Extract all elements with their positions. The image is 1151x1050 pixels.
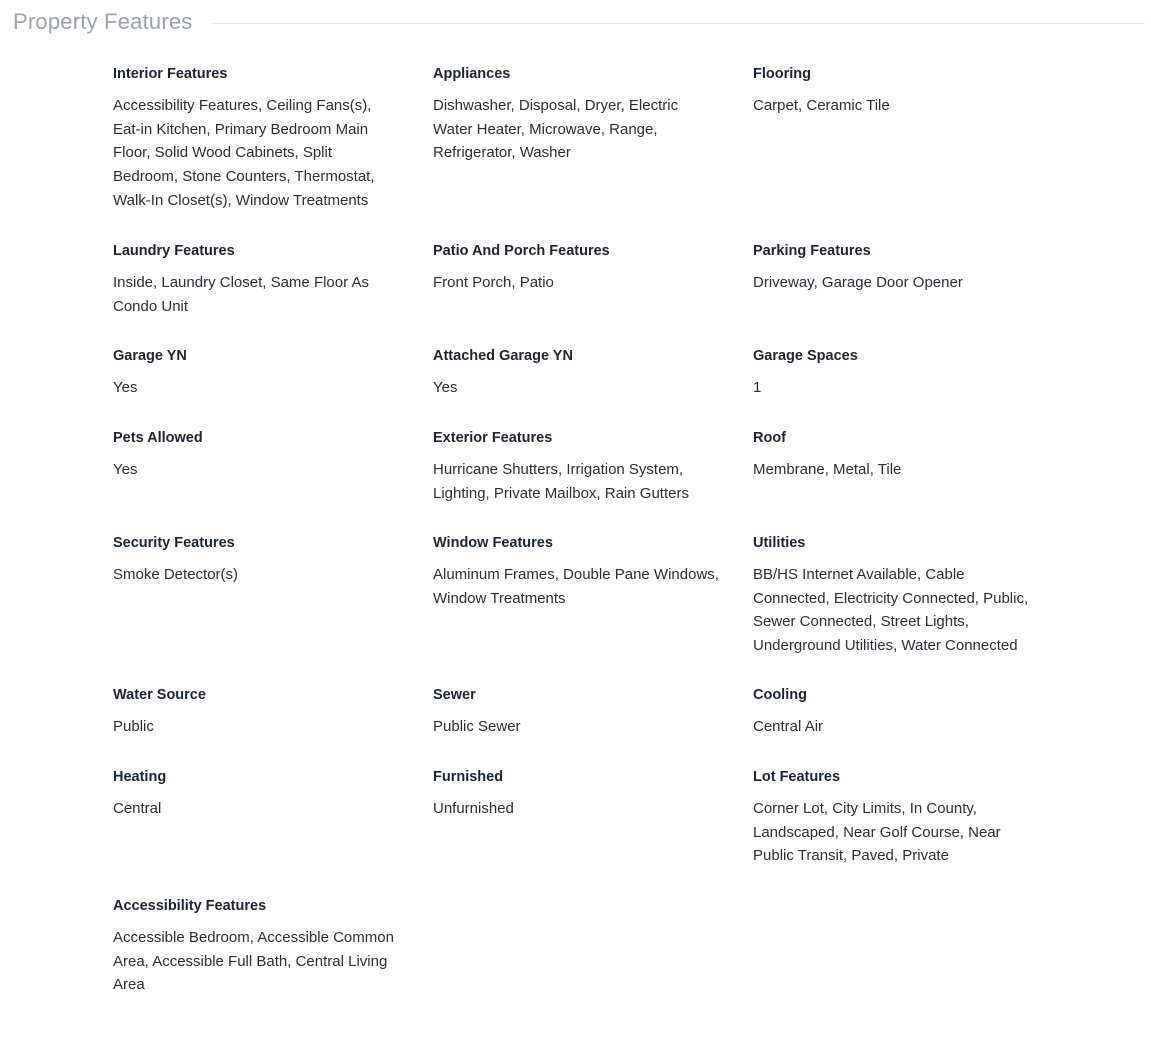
feature-security-features — [113, 533, 433, 685]
feature-label: Flooring — [753, 66, 811, 82]
feature-value: Driveway, Garage Door Opener — [753, 274, 963, 291]
feature-value: Carpet, Ceramic Tile — [753, 97, 890, 114]
feature-label: Water Source — [113, 687, 206, 703]
feature-cooling — [753, 685, 1073, 767]
feature-attached-garage-yn — [433, 346, 753, 428]
feature-laundry-features — [113, 241, 433, 346]
feature-pets-allowed — [113, 428, 433, 533]
feature-value: Public — [113, 718, 154, 735]
feature-label: Laundry Features — [113, 243, 235, 259]
feature-value: Membrane, Metal, Tile — [753, 461, 902, 478]
feature-sewer — [433, 685, 753, 767]
feature-parking-features — [753, 241, 1073, 346]
feature-label: Appliances — [433, 66, 511, 82]
feature-garage-yn — [113, 346, 433, 428]
feature-utilities — [753, 533, 1073, 685]
feature-value: Smoke Detector(s) — [113, 566, 239, 583]
feature-value: Central — [113, 800, 162, 817]
feature-value: Yes — [113, 379, 138, 396]
feature-value: BB/HS Internet Available, Cable Connected, Electricity Connected, Public, Sewer Connected, Street Lights, Underground Utilities, Water Connected — [753, 566, 1029, 655]
feature-value: Accessibility Features, Ceiling Fans(s), Eat-in Kitchen, Primary Bedroom Main Floor, Solid Wood Cabinets, Split Bedroom, Stone Counters, Thermostat, Walk-In Closet(s), Window Treatments — [113, 97, 375, 209]
feature-value: Dishwasher, Disposal, Dryer, Electric Water Heater, Microwave, Range, Refrigerator, Washer — [433, 97, 679, 162]
feature-exterior-features — [433, 428, 753, 533]
feature-value: Unfurnished — [433, 800, 514, 817]
feature-label: Attached Garage YN — [433, 348, 573, 364]
feature-roof — [753, 428, 1073, 533]
feature-value: Central Air — [753, 718, 824, 735]
feature-garage-spaces — [753, 346, 1073, 428]
feature-label: Patio And Porch Features — [433, 243, 610, 259]
feature-appliances — [433, 64, 753, 241]
feature-label: Garage Spaces — [753, 348, 858, 364]
feature-value: Front Porch, Patio — [433, 274, 554, 291]
feature-label: Roof — [753, 430, 787, 446]
feature-interior-features — [113, 64, 433, 241]
feature-value: Hurricane Shutters, Irrigation System, Lighting, Private Mailbox, Rain Gutters — [433, 461, 689, 502]
feature-value: Public Sewer — [433, 718, 521, 735]
feature-label: Security Features — [113, 535, 235, 551]
feature-label: Cooling — [753, 687, 807, 703]
feature-value: Aluminum Frames, Double Pane Windows, Window Treatments — [433, 566, 719, 607]
feature-value: Accessible Bedroom, Accessible Common Area, Accessible Full Bath, Central Living Area — [113, 929, 394, 994]
feature-label: Sewer — [433, 687, 476, 703]
section-title: Property Features — [13, 9, 193, 34]
feature-value: Yes — [433, 379, 458, 396]
feature-label: Window Features — [433, 535, 553, 551]
feature-label: Exterior Features — [433, 430, 553, 446]
features-grid — [113, 64, 1073, 996]
feature-flooring — [753, 64, 1073, 241]
feature-label: Heating — [113, 769, 167, 785]
feature-label: Accessibility Features — [113, 898, 267, 914]
feature-patio-and-porch — [433, 241, 753, 346]
property-features-header — [13, 6, 1145, 38]
feature-label: Furnished — [433, 769, 504, 785]
feature-furnished — [433, 767, 753, 896]
feature-label: Lot Features — [753, 769, 841, 785]
feature-lot-features — [753, 767, 1073, 896]
feature-label: Garage YN — [113, 348, 187, 364]
feature-label: Pets Allowed — [113, 430, 203, 446]
feature-window-features — [433, 533, 753, 685]
feature-heating — [113, 767, 433, 896]
feature-label: Utilities — [753, 535, 806, 551]
feature-water-source — [113, 685, 433, 767]
feature-value: 1 — [753, 379, 762, 396]
feature-value: Inside, Laundry Closet, Same Floor As Condo Unit — [113, 274, 369, 315]
feature-value: Yes — [113, 461, 138, 478]
section-divider — [212, 23, 1145, 24]
feature-label: Interior Features — [113, 66, 228, 82]
feature-value: Corner Lot, City Limits, In County, Landscaped, Near Golf Course, Near Public Transit, Paved, Private — [753, 800, 1001, 865]
feature-accessibility-features — [113, 896, 433, 996]
feature-label: Parking Features — [753, 243, 871, 259]
